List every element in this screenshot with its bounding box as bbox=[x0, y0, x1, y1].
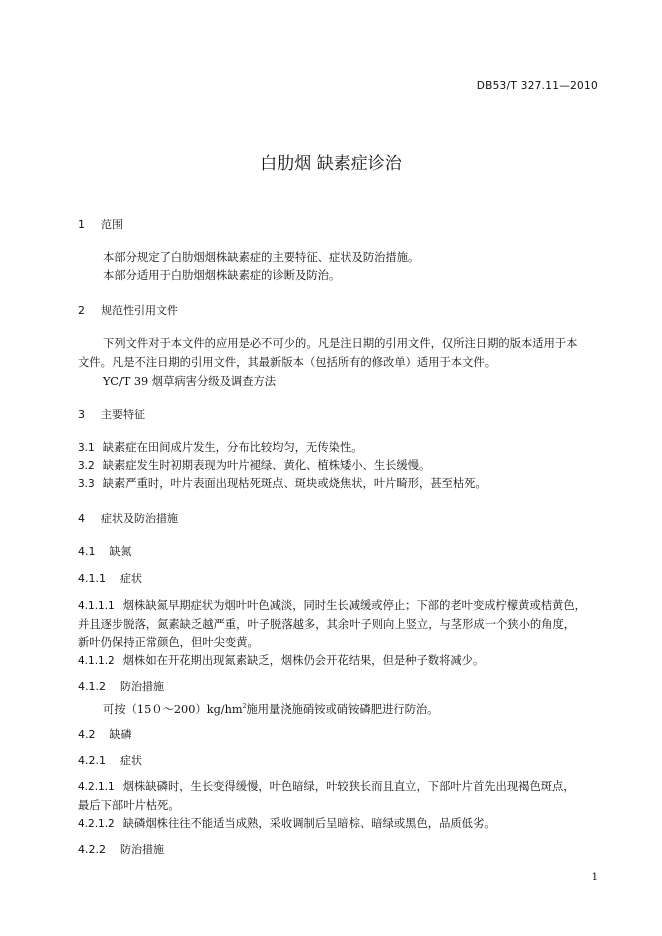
clause-number: 4.1.1.1 bbox=[78, 600, 115, 612]
section-title: 主要特征 bbox=[101, 408, 145, 421]
page-number: 1 bbox=[591, 872, 598, 883]
clause-4-2-1-1 bbox=[78, 778, 575, 794]
reference-item: YC/T 39 烟草病害分级及调查方法 bbox=[103, 375, 277, 388]
clause-4-2-1-2 bbox=[78, 815, 496, 831]
section-number: 4.2.2 bbox=[78, 843, 106, 856]
clause-number: 3.1 bbox=[78, 442, 95, 454]
clause-text: 烟株如在开花期出现氮素缺乏，烟株仍会开花结果，但是种子数将减少。 bbox=[122, 654, 485, 667]
text-fragment: 施用量浇施硝铵或硝铵磷肥进行防治。 bbox=[246, 703, 439, 716]
section-title: 缺磷 bbox=[109, 728, 132, 741]
section-number: 4.1.1 bbox=[78, 572, 106, 585]
clause-number: 3.2 bbox=[78, 460, 95, 472]
section-title: 规范性引用文件 bbox=[101, 304, 178, 317]
clause-number: 4.2.1.2 bbox=[78, 818, 115, 830]
section-number: 4.2 bbox=[78, 728, 96, 741]
section-number: 4.2.1 bbox=[78, 754, 106, 767]
section-title: 缺氮 bbox=[109, 545, 132, 558]
section-title: 症状 bbox=[120, 572, 142, 585]
subsection-heading-4-1-1 bbox=[78, 570, 142, 586]
clause-number: 4.1.1.2 bbox=[78, 655, 115, 667]
clause-3-1 bbox=[78, 439, 363, 455]
page-title: 白肋烟 缺素症诊治 bbox=[260, 154, 402, 174]
body-line: 文件。凡是不注日期的引用文件，其最新版本（包括所有的修改单）适用于本文件。 bbox=[78, 356, 496, 369]
superscript: 2 bbox=[242, 703, 247, 711]
section-number: 4.1 bbox=[78, 545, 96, 558]
document-code: DB53/T 327.11—2010 bbox=[476, 80, 598, 92]
body-line: 新叶仍保持正常颜色，但叶尖变黄。 bbox=[78, 636, 259, 649]
subsection-heading-4-2-2 bbox=[78, 841, 164, 857]
section-number: 3 bbox=[78, 408, 85, 421]
section-title: 防治措施 bbox=[120, 680, 164, 693]
body-line bbox=[103, 701, 438, 717]
subsection-heading-4-1-2 bbox=[78, 678, 164, 694]
subsection-heading-4-2-1 bbox=[78, 752, 142, 768]
clause-number: 4.2.1.1 bbox=[78, 781, 115, 793]
clause-4-1-1-1 bbox=[78, 597, 586, 613]
section-heading-3 bbox=[78, 406, 145, 422]
section-heading-4 bbox=[78, 510, 178, 526]
clause-4-1-1-2 bbox=[78, 652, 484, 668]
section-heading-2 bbox=[78, 302, 178, 318]
section-heading-1 bbox=[78, 216, 123, 232]
body-line: 并且逐步脱落，氮素缺乏越严重，叶子脱落越多，其余叶子则向上竖立，与茎形成一个狭小的角度， bbox=[78, 618, 576, 631]
clause-text: 缺磷烟株往往不能适当成熟，采收调制后呈暗棕、暗绿或黑色，品质低劣。 bbox=[122, 817, 496, 830]
section-number: 4.1.2 bbox=[78, 680, 106, 693]
section-title: 症状 bbox=[120, 754, 142, 767]
subsection-heading-4-2 bbox=[78, 726, 132, 742]
clause-text: 缺素症发生时初期表现为叶片褪绿、黄化、植株矮小、生长缓慢。 bbox=[102, 459, 431, 472]
clause-text: 烟株缺氮早期症状为烟叶叶色减淡，同时生长减缓或停止；下部的老叶变成柠檬黄或桔黄色， bbox=[122, 599, 586, 612]
clause-number: 3.3 bbox=[78, 478, 95, 490]
section-title: 防治措施 bbox=[120, 843, 164, 856]
section-number: 4 bbox=[78, 512, 85, 525]
body-line: 本部分适用于白肋烟烟株缺素症的诊断及防治。 bbox=[103, 269, 341, 282]
section-title: 范围 bbox=[101, 218, 123, 231]
clause-3-2 bbox=[78, 457, 430, 473]
body-line: 下列文件对于本文件的应用是必不可少的。凡是注日期的引用文件，仅所注日期的版本适用于本 bbox=[103, 337, 578, 350]
clause-text: 烟株缺磷时，生长变得缓慢，叶色暗绿，叶较狭长而且直立，下部叶片首先出现褐色斑点， bbox=[122, 780, 575, 793]
section-title: 症状及防治措施 bbox=[101, 512, 178, 525]
clause-text: 缺素严重时，叶片表面出现枯死斑点、斑块或烧焦状，叶片畸形，甚至枯死。 bbox=[102, 477, 487, 490]
text-fragment: 可按（15０～200）kg/hm bbox=[103, 703, 243, 716]
subsection-heading-4-1 bbox=[78, 543, 132, 559]
clause-3-3 bbox=[78, 475, 487, 491]
body-line: 最后下部叶片枯死。 bbox=[78, 799, 180, 812]
section-number: 2 bbox=[78, 304, 85, 317]
clause-text: 缺素症在田间成片发生，分布比较均匀，无传染性。 bbox=[102, 441, 363, 454]
body-line: 本部分规定了白肋烟烟株缺素症的主要特征、症状及防治措施。 bbox=[103, 251, 420, 264]
section-number: 1 bbox=[78, 218, 85, 231]
